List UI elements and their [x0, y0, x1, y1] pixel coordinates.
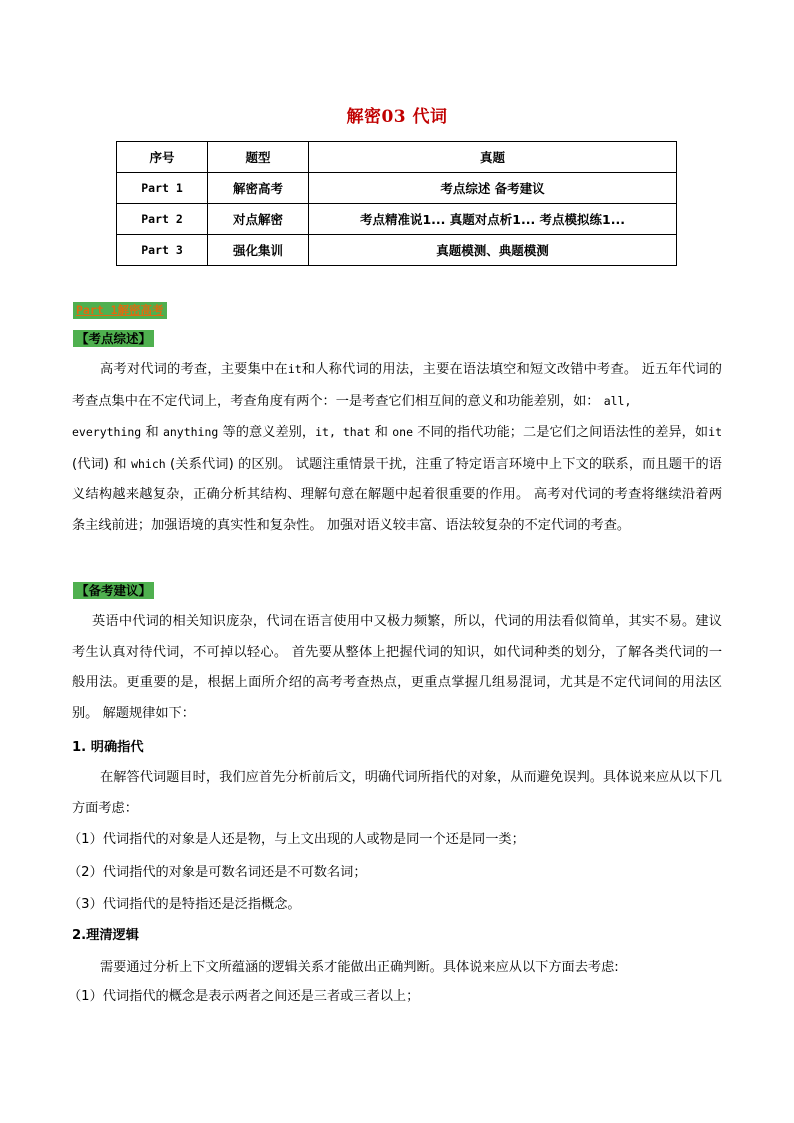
header-cell-type: 题型 — [208, 142, 309, 173]
row-content: 考点精准说1... 真题对点析1... 考点模拟练1... — [309, 204, 677, 235]
row-part: Part 1 — [117, 173, 208, 204]
page-title: 解密03 代词 — [346, 107, 448, 127]
overview-paragraph: 高考对代词的考查，主要集中在it和人称代词的用法，主要在语法填空和短文改错中考查。 近五年代词的考查点集中在不定代词上，考查角度有两个：一是考查它们相互间的意义和功能差别，如： all, everything 和 anything 等的意义差别，it, that 和 one 不同的指代功能；二是它们之间语法性的差异，如it (代词) 和 which (关系代词) 的区别。 试题注重情景干扰，注重了特定语言环境中上下文的联系，而且题干的语义结构越来越复杂，正确分析其结构、理解句意在解题中起着很重要的作用。 高考对代词的考查将继续沿着两条主线前进；加强语境的真实性和复杂性。 加强对语义较丰富、语法较复杂的不定代词的考查。 — [72, 362, 722, 533]
header-cell-questions: 真题 — [309, 142, 677, 173]
list-item: （2）代词指代的对象是可数名词还是不可数名词； — [68, 865, 367, 880]
point2-paragraph: 需要通过分析上下文所蕴涵的逻辑关系才能做出正确判断。具体说来应从以下方面去考虑: — [100, 960, 619, 975]
list-item: （1）代词指代的概念是表示两者之间还是三者或三者以上； — [68, 989, 420, 1004]
part1-heading: Part 1解密高考 — [73, 302, 167, 319]
table-row — [117, 173, 677, 204]
contents-table — [116, 141, 677, 266]
row-type: 强化集训 — [208, 235, 309, 266]
table-header-row — [117, 142, 677, 173]
row-type: 对点解密 — [208, 204, 309, 235]
list-item: （1）代词指代的对象是人还是物，与上文出现的人或物是同一个还是同一类； — [68, 832, 525, 847]
row-part: Part 2 — [117, 204, 208, 235]
point1-paragraph: 在解答代词题目时，我们应首先分析前后文，明确代词所指代的对象，从而避免误判。具体说来应从以下几方面考虑： — [72, 770, 722, 816]
row-type: 解密高考 — [208, 173, 309, 204]
table-row — [117, 204, 677, 235]
row-content: 真题模测、典题模测 — [309, 235, 677, 266]
section-heading-advice: 【备考建议】 — [73, 582, 154, 599]
row-part: Part 3 — [117, 235, 208, 266]
point2-heading: 2.理清逻辑 — [72, 928, 139, 943]
section-heading-overview: 【考点综述】 — [73, 330, 154, 347]
advice-paragraph: 英语中代词的相关知识庞杂，代词在语言使用中又极力频繁，所以，代词的用法看似简单，其实不易。建议考生认真对待代词，不可掉以轻心。 首先要从整体上把握代词的知识，如代词种类的划分，了解各类代词的一般用法。更重要的是，根据上面所介绍的高考考查热点，更重点掌握几组易混词，尤其是不定代词间的用法区别。 解题规律如下： — [72, 614, 723, 721]
point1-heading: 1. 明确指代 — [72, 740, 144, 755]
table-row — [117, 235, 677, 266]
list-item: （3）代词指代的是特指还是泛指概念。 — [68, 897, 301, 912]
header-cell-index: 序号 — [117, 142, 208, 173]
row-content: 考点综述 备考建议 — [309, 173, 677, 204]
